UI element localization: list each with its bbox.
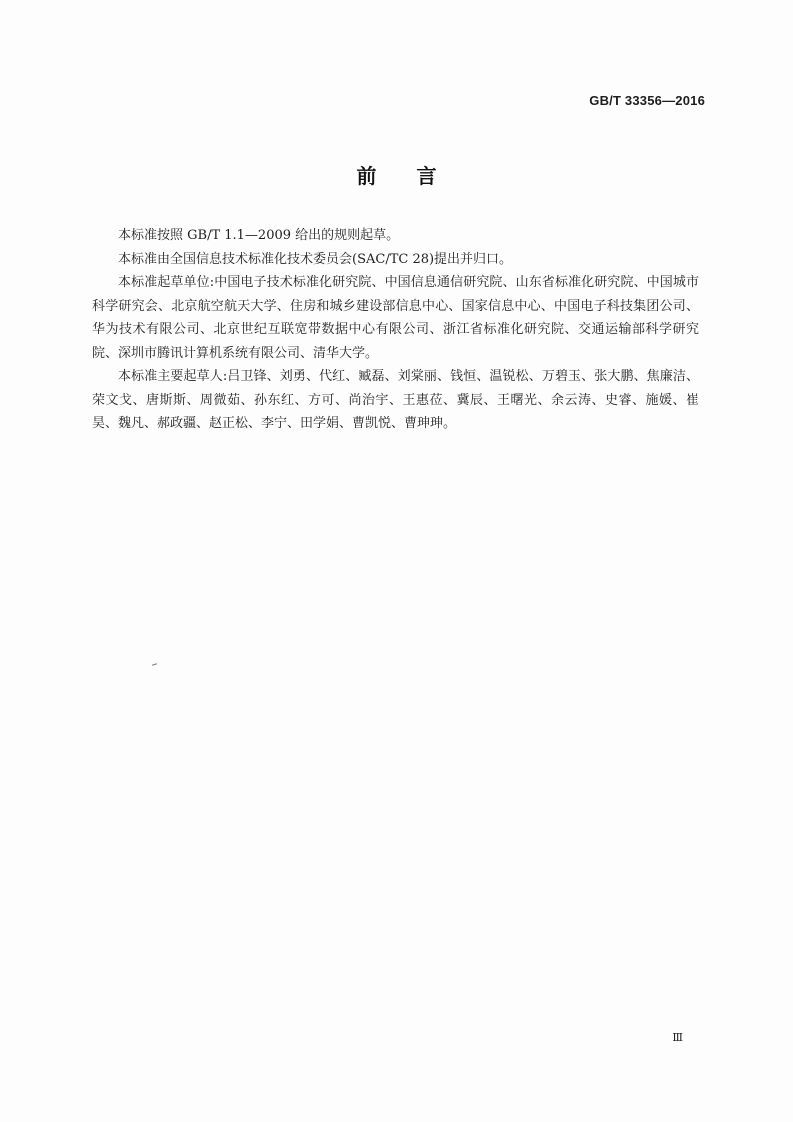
scan-speck: [152, 663, 157, 665]
paragraph-drafting-organizations: 本标准起草单位:中国电子技术标准化研究院、中国信息通信研究院、山东省标准化研究院、中国城市科学研究会、北京航空航天大学、住房和城乡建设部信息中心、国家信息中心、中国电子科技集团公司、华为技术有限公司、北京世纪互联宽带数据中心有限公司、浙江省标准化研究院、交通运输部科学研究院、深圳市腾讯计算机系统有限公司、清华大学。: [92, 275, 699, 361]
paragraph-proposer: 本标准由全国信息技术标准化技术委员会(SAC/TC 28)提出并归口。: [118, 251, 513, 267]
page-number: Ⅲ: [672, 1031, 683, 1044]
standard-document-number: GB/T 33356—2016: [589, 93, 705, 108]
paragraph-main-drafters: 本标准主要起草人:吕卫锋、刘勇、代红、臧磊、刘棠丽、钱恒、温锐松、万碧玉、张大鹏、焦廉洁、荣文戈、唐斯斯、周微茹、孙东红、方可、尚治宇、王惠莅、冀辰、王曙光、余云涛、史睿、施媛、崔昊、魏凡、郝政疆、赵正松、李宁、田学娟、曹凯悦、曹珅珅。: [92, 369, 699, 431]
foreword-body: [92, 224, 699, 436]
paragraph-drafting-rules: 本标准按照 GB/T 1.1—2009 给出的规则起草。: [118, 228, 400, 243]
foreword-heading: 前言: [356, 164, 477, 188]
